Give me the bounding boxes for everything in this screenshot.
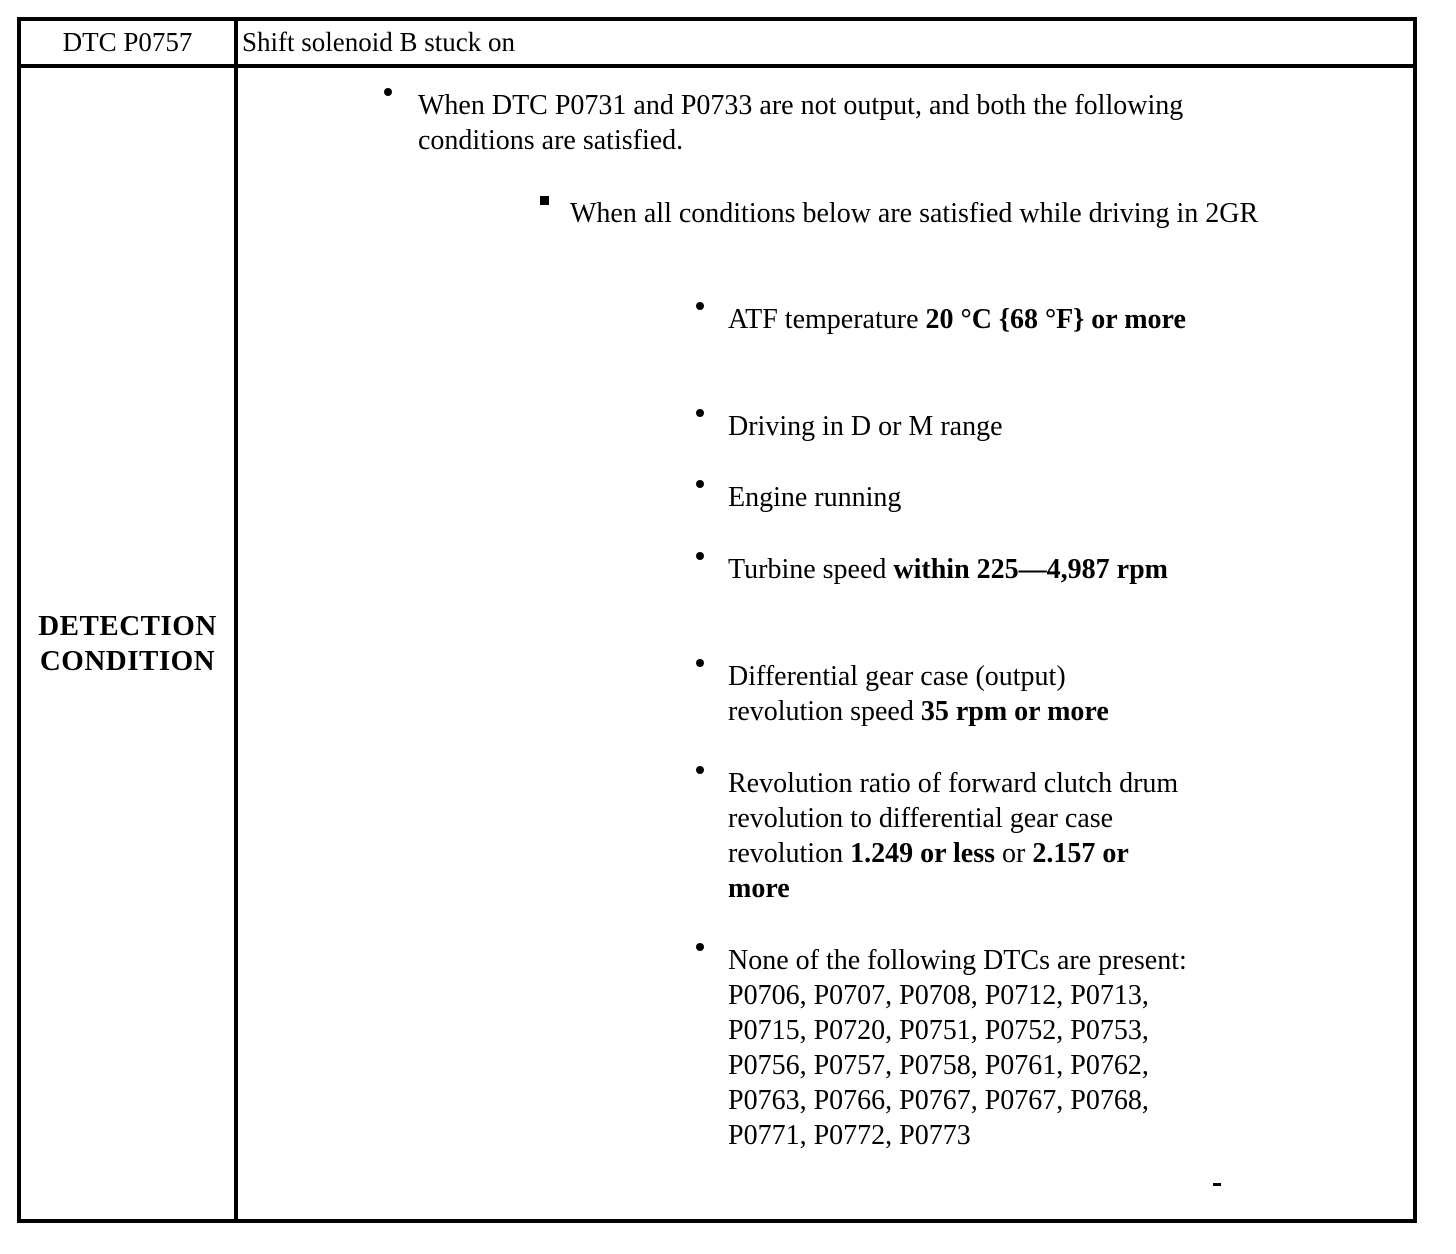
condition-text: Engine running: [728, 482, 902, 513]
condition-item: [708, 480, 1208, 515]
dtc-description: Shift solenoid B stuck on: [242, 27, 516, 57]
condition-item: [708, 943, 1208, 1153]
bullet-dot: [696, 766, 704, 774]
main-condition-item: [396, 88, 1276, 158]
stray-mark: [1213, 1183, 1221, 1186]
bullet-dot: [384, 88, 392, 96]
condition-item: [708, 302, 1208, 337]
header-row: [21, 21, 1413, 68]
detection-condition-label: [38, 609, 217, 679]
label-line-1: DETECTION: [38, 609, 217, 642]
dtc-code: DTC P0757: [62, 27, 193, 57]
condition-text: Turbine speed within 225—4,987 rpm: [728, 554, 1168, 585]
condition-text: Driving in D or M range: [728, 411, 1003, 442]
bullet-square: [540, 196, 549, 205]
condition-text: None of the following DTCs are present: P0706, P0707, P0708, P0712, P0713, P0715, P0720, P0751, P0752, P0753, P0756, P0757, P0758, P0761, P0762, P0763, P0766, P0767, P0767, P0768, P0771, P0772, P0773: [728, 945, 1187, 1151]
condition-content: [238, 68, 1413, 1219]
sub-condition-text: When all conditions below are satisfied while driving in 2GR: [570, 198, 1259, 229]
condition-text: Revolution ratio of forward clutch drum revolution to differential gear case revolution 1.249 or less or 2.157 or more: [728, 768, 1179, 904]
bullet-dot: [696, 552, 704, 560]
bullet-dot: [696, 480, 704, 488]
sub-condition-item: [552, 196, 1312, 231]
dtc-table: [17, 17, 1417, 1223]
condition-item: [708, 766, 1208, 906]
bullet-dot: [696, 302, 704, 310]
bullet-dot: [696, 409, 704, 417]
condition-text: Differential gear case (output) revolution speed 35 rpm or more: [728, 661, 1109, 727]
condition-item: [708, 409, 1208, 444]
main-condition-text: When DTC P0731 and P0733 are not output, and both the following conditions are satisfied.: [418, 90, 1184, 156]
label-cell: [21, 68, 234, 1219]
label-line-2: CONDITION: [39, 644, 216, 677]
condition-text: ATF temperature 20 °C {68 °F} or more: [728, 304, 1186, 335]
bullet-dot: [696, 943, 704, 951]
condition-item: [708, 659, 1208, 729]
bullet-dot: [696, 659, 704, 667]
condition-item: [708, 552, 1208, 587]
